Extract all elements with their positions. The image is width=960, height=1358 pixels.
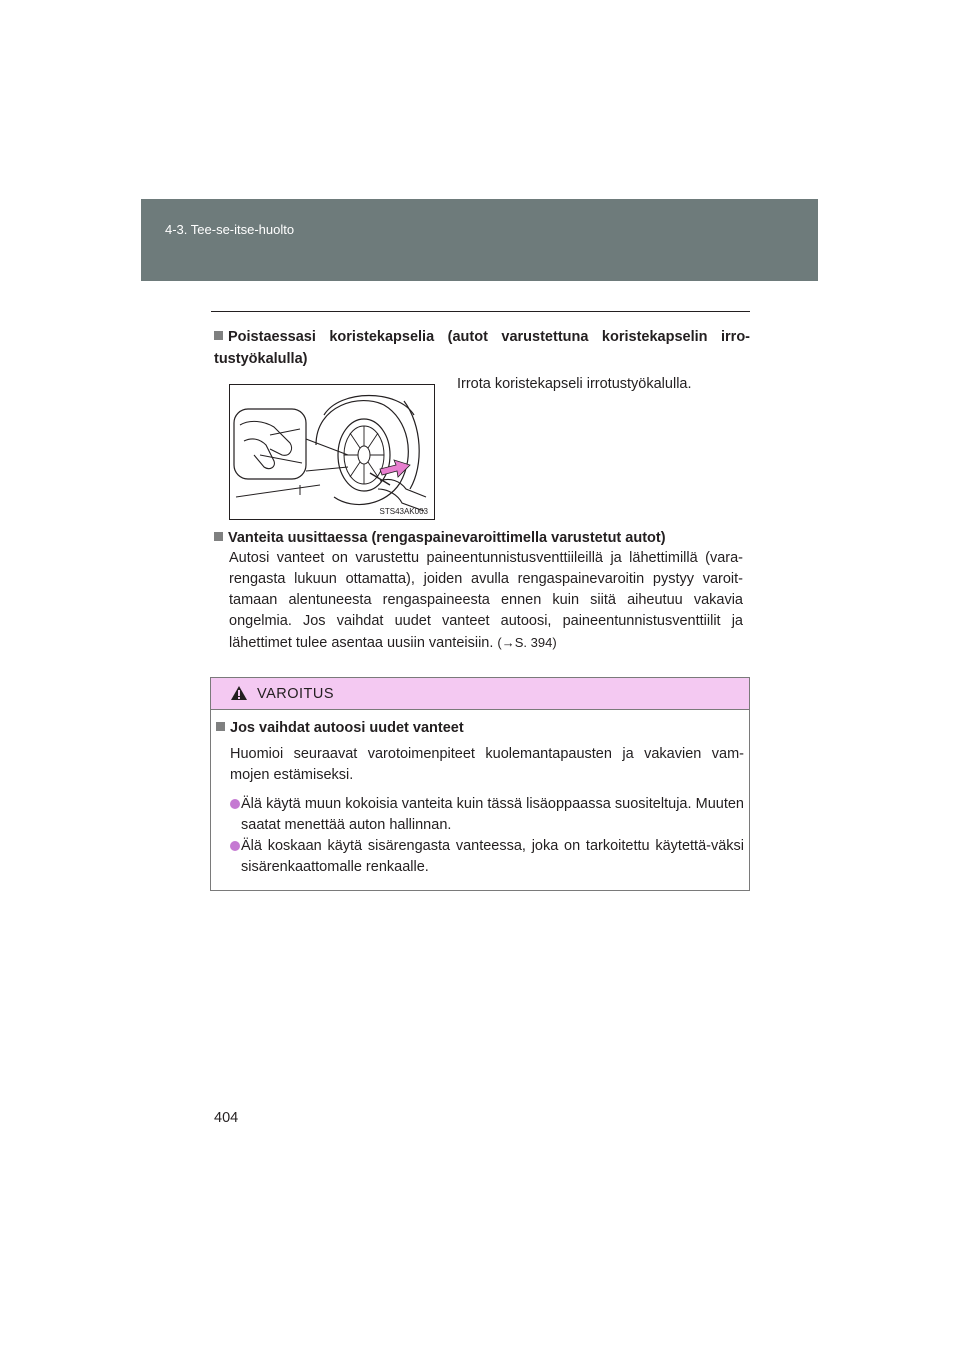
figure-code: STS43AK003 <box>379 507 428 516</box>
bullet-dot-icon <box>230 799 240 809</box>
warning-triangle-icon <box>230 685 248 701</box>
top-rule <box>211 311 750 312</box>
wheels-paragraph: Autosi vanteet on varustettu paineentunnistusventtiileillä ja lähettimillä (vara-rengasta lukuun ottamatta), joiden avulla rengaspainevaroitin pystyy varoit-tamaan alentuneesta rengaspaineesta ennen kuin siitä aiheutuu vakavia ongelmia. Jos vaihdat uudet vanteet autoosi, paineentunnistusventtiilit ja lähettimet tulee asentaa uusiin vanteisiin. (→S. 394) <box>229 550 743 651</box>
square-bullet-icon <box>214 532 223 541</box>
wheel-tool-drawing <box>230 385 434 519</box>
figure-caption: Irrota koristekapseli irrotustyökalulla. <box>457 376 692 392</box>
warning-heading: Jos vaihdat autoosi uudet vanteet <box>216 720 464 736</box>
chapter-header <box>141 199 818 281</box>
square-bullet-icon <box>214 331 223 340</box>
hubcap-removal-illustration <box>229 384 435 520</box>
warning-box <box>210 677 750 891</box>
section-heading-wheels: Vanteita uusittaessa (rengaspainevaroittimella varustetut autot) <box>214 527 754 549</box>
warning-bullet: Älä koskaan käytä sisärengasta vanteessa, joka on tarkoitettu käytettä-väksi sisärenkaattomalle renkaalle. <box>230 836 744 878</box>
square-bullet-icon <box>216 722 225 731</box>
section-heading-hubcap: Poistaessasi koristekapselia (autot varustettuna koristekapselin irro-tustyökalulla) <box>214 329 750 367</box>
page-reference: (→S. 394) <box>497 635 557 650</box>
warning-header <box>211 678 749 710</box>
bullet-dot-icon <box>230 841 240 851</box>
warning-intro: Huomioi seuraavat varotoimenpiteet kuolemantapausten ja vakavien vam-mojen estämiseksi. <box>230 746 744 783</box>
chapter-title: 4-3. Tee-se-itse-huolto <box>165 222 295 237</box>
warning-bullet: Älä käytä muun kokoisia vanteita kuin tässä lisäoppaassa suositeltuja. Muuten saatat menettää auton hallinnan. <box>230 794 744 836</box>
page-number: 404 <box>214 1110 239 1126</box>
warning-title: VAROITUS <box>257 686 335 702</box>
